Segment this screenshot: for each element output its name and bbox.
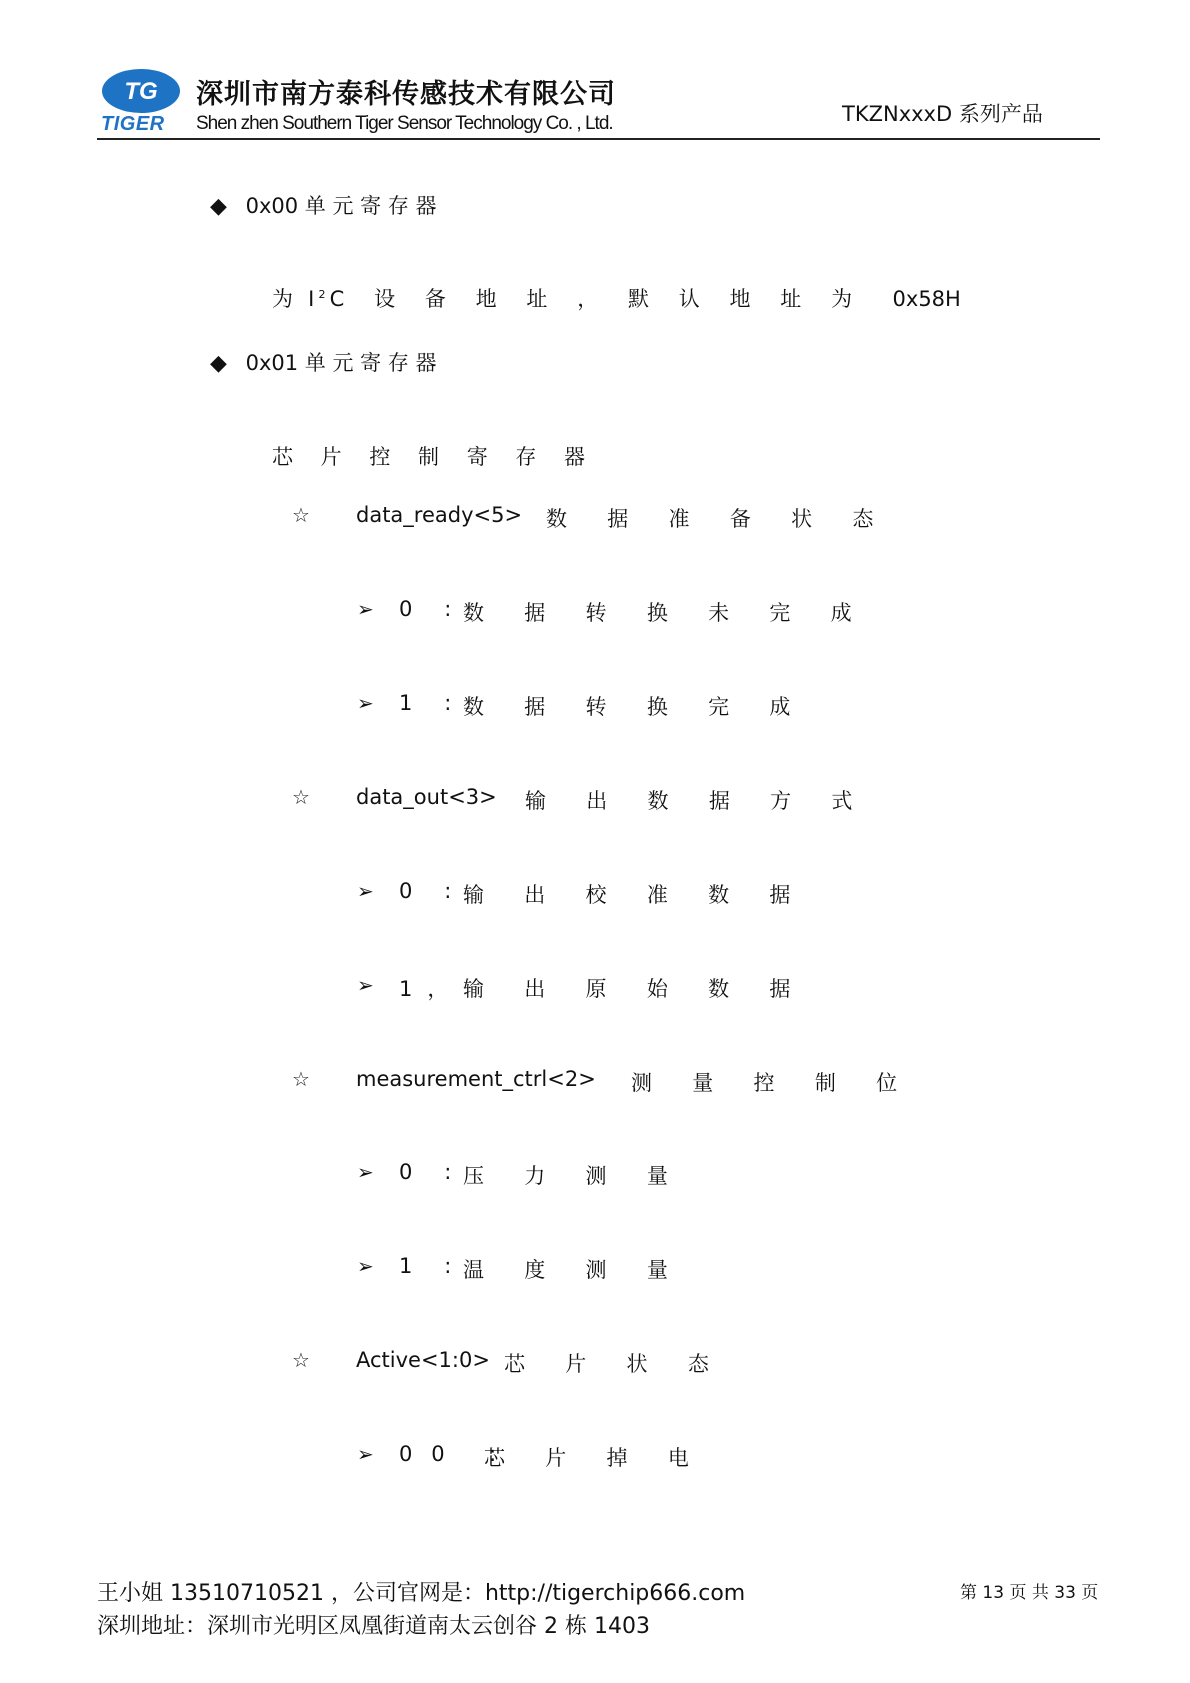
option-desc: 温 度 测 量 — [463, 1258, 685, 1282]
desc-sup: 2 — [318, 288, 330, 301]
star-bullet-icon: ☆ — [292, 785, 310, 809]
field-measurement-ctrl — [292, 1067, 914, 1095]
option-value: 0 : — [399, 879, 464, 903]
chip-control-register-desc: 芯 片 控 制 寄 存 器 — [272, 445, 596, 469]
option-row — [357, 1254, 685, 1282]
option-value: 1 ， — [399, 977, 453, 1001]
field-desc: 测 量 控 制 位 — [631, 1071, 914, 1095]
diamond-bullet-icon: ◆ — [210, 351, 227, 376]
desc-suffix: C 设 备 地 址 ， 默 认 地 址 为 — [329, 287, 864, 311]
option-row — [357, 879, 808, 907]
field-name: data_out<3> — [356, 785, 497, 809]
arrow-bullet-icon: ➢ — [357, 973, 374, 997]
option-row — [357, 1442, 706, 1470]
header-rule — [97, 138, 1100, 140]
option-desc: 压 力 测 量 — [463, 1164, 685, 1188]
option-row — [357, 597, 869, 625]
arrow-bullet-icon: ➢ — [357, 1160, 374, 1184]
section-0x00 — [210, 190, 437, 220]
field-desc: 输 出 数 据 方 式 — [525, 789, 870, 813]
option-value: 1 : — [399, 691, 464, 715]
arrow-bullet-icon: ➢ — [357, 597, 374, 621]
company-name-cn: 深圳市南方泰科传感技术有限公司 — [196, 79, 616, 110]
option-desc: 输 出 校 准 数 据 — [463, 883, 808, 907]
i2c-address-desc — [272, 283, 961, 313]
option-row — [357, 973, 808, 1001]
option-desc: 输 出 原 始 数 据 — [463, 977, 808, 1001]
arrow-bullet-icon: ➢ — [357, 879, 374, 903]
field-desc: 数 据 准 备 状 态 — [546, 507, 891, 531]
field-data-out — [292, 785, 870, 813]
company-name-en: Shen zhen Southern Tiger Sensor Technology Co. , Ltd. — [196, 113, 613, 134]
option-value: 00 : — [399, 1442, 516, 1466]
logo-wordmark: TIGER — [101, 113, 165, 135]
page-number: 第 13 页 共 33 页 — [960, 1583, 1099, 1603]
field-active — [292, 1348, 726, 1376]
arrow-bullet-icon: ➢ — [357, 1254, 374, 1278]
default-address: 0x58H — [892, 287, 961, 311]
diamond-bullet-icon: ◆ — [210, 194, 227, 219]
field-name: Active<1:0> — [356, 1348, 490, 1372]
desc-prefix: 为 I — [272, 287, 319, 311]
option-row — [357, 691, 808, 719]
company-logo — [101, 68, 181, 114]
section-title: 0x00 单 元 寄 存 器 — [245, 194, 437, 218]
option-row — [357, 1160, 685, 1188]
option-value: 0 : — [399, 1160, 464, 1184]
arrow-bullet-icon: ➢ — [357, 1442, 374, 1466]
arrow-bullet-icon: ➢ — [357, 691, 374, 715]
field-name: data_ready<5> — [356, 503, 523, 527]
option-desc: 数 据 转 换 未 完 成 — [463, 601, 869, 625]
star-bullet-icon: ☆ — [292, 503, 310, 527]
option-desc: 数 据 转 换 完 成 — [463, 695, 808, 719]
svg-text:TG: TG — [124, 78, 158, 105]
option-value: 1 : — [399, 1254, 464, 1278]
section-0x01 — [210, 347, 437, 377]
field-name: measurement_ctrl<2> — [356, 1067, 596, 1091]
option-desc: 芯 片 掉 电 — [484, 1446, 706, 1470]
tg-logo-icon — [101, 68, 181, 114]
field-desc: 芯 片 状 态 — [504, 1352, 726, 1376]
footer-address: 深圳地址：深圳市光明区凤凰街道南太云创谷 2 栋 1403 — [97, 1614, 650, 1639]
footer-contact: 王小姐 13510710521 ，公司官网是：http://tigerchip666.com — [97, 1581, 746, 1606]
star-bullet-icon: ☆ — [292, 1067, 310, 1091]
product-series: TKZNxxxD 系列产品 — [842, 102, 1043, 126]
field-data-ready — [292, 503, 891, 531]
star-bullet-icon: ☆ — [292, 1348, 310, 1372]
option-value: 0 : — [399, 597, 464, 621]
section-title: 0x01 单 元 寄 存 器 — [245, 351, 437, 375]
